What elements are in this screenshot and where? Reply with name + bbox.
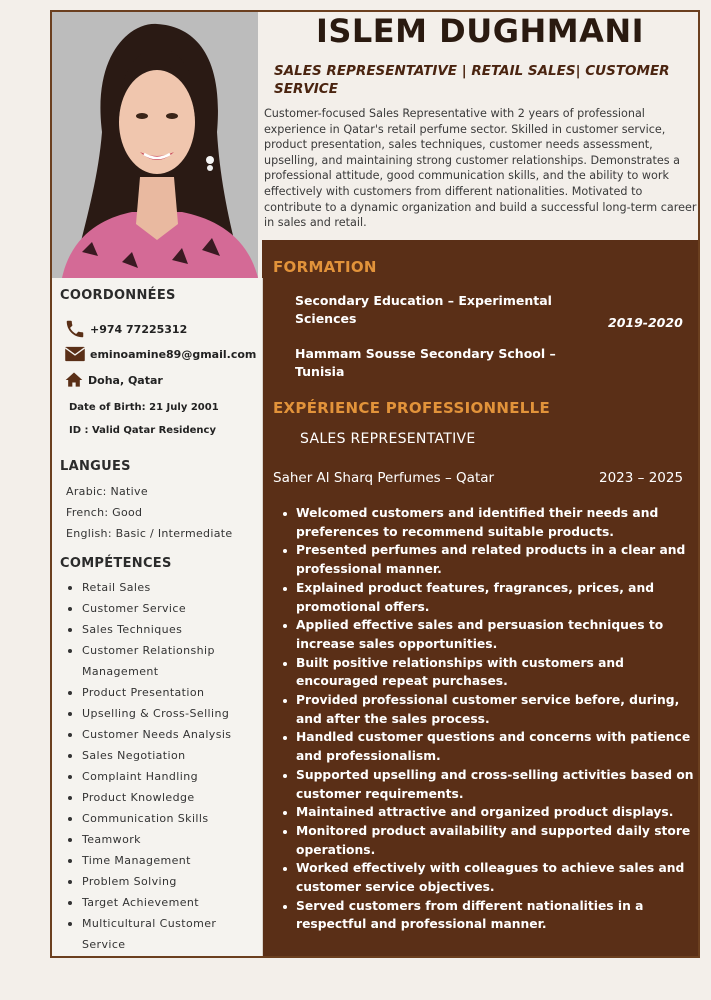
email-address: eminoamine89@gmail.com — [90, 347, 257, 361]
experience-bullet: Monitored product availability and supported daily store operations. — [282, 822, 696, 859]
experience-bullet: Handled customer questions and concerns with patience and professionalism. — [282, 728, 696, 765]
contact-location — [64, 370, 163, 390]
candidate-name: ISLEM DUGHMANI — [315, 12, 645, 50]
skill-item: Target Achievement — [60, 892, 260, 913]
language-item: English: Basic / Intermediate — [66, 527, 233, 540]
experience-bullet: Explained product features, fragrances, prices, and promotional offers. — [282, 579, 696, 616]
skill-item: Customer Service — [60, 598, 260, 619]
skill-item: Communication Skills — [60, 808, 260, 829]
contact-email — [64, 346, 256, 362]
phone-icon — [64, 318, 86, 340]
languages-heading: LANGUES — [60, 459, 131, 474]
formation-heading: FORMATION — [273, 258, 377, 276]
location-text: Doha, Qatar — [88, 373, 163, 387]
skill-item: Problem Solving — [60, 871, 260, 892]
experience-heading: EXPÉRIENCE PROFESSIONNELLE — [273, 399, 551, 417]
language-item: French: Good — [66, 506, 143, 519]
contact-phone — [64, 318, 187, 340]
experience-bullet: Presented perfumes and related products in a clear and professional manner. — [282, 541, 696, 578]
profile-summary: Customer-focused Sales Representative with 2 years of professional experience in Qatar's retail perfume sector. Skilled in customer service, product presentation, sales techniques, customer needs assessment, upselling, and maintaining strong customer relationships. Demonstrates a professional attitude, good communication skills, and the ability to work effectively with customers from different nationalities. Motivated to contribute to a dynamic organization and build a successful long-term career in sales and retail. — [264, 107, 697, 230]
skill-item: Complaint Handling — [60, 766, 260, 787]
skill-item: Time Management — [60, 850, 260, 871]
experience-bullet: Supported upselling and cross-selling activities based on customer requirements. — [282, 766, 696, 803]
skill-item: Customer Relationship Management — [60, 640, 260, 682]
job-title: SALES REPRESENTATIVE | RETAIL SALES| CUSTOMER SERVICE — [274, 63, 670, 97]
skill-item: Upselling & Cross-Selling — [60, 703, 260, 724]
formation-years: 2019-2020 — [608, 315, 683, 330]
skill-item: Sales Negotiation — [60, 745, 260, 766]
skill-item: Sales Techniques — [60, 619, 260, 640]
skills-heading: COMPÉTENCES — [60, 556, 172, 571]
phone-number: +974 77225312 — [90, 322, 188, 336]
skill-item: Product Knowledge — [60, 787, 260, 808]
skill-item: Multicultural Customer Service — [60, 913, 260, 955]
skill-item: Retail Sales — [60, 577, 260, 598]
experience-bullet: Worked effectively with colleagues to achieve sales and customer service objectives. — [282, 859, 696, 896]
experience-bullet: Maintained attractive and organized product displays. — [282, 803, 696, 822]
skill-item: Product Presentation — [60, 682, 260, 703]
experience-company: Saher Al Sharq Perfumes – Qatar — [273, 470, 495, 486]
experience-bullet: Built positive relationships with customers and encouraged repeat purchases. — [282, 654, 696, 691]
experience-bullet: Provided professional customer service before, during, and after the sales process. — [282, 691, 696, 728]
experience-role: SALES REPRESENTATIVE — [300, 431, 476, 447]
language-item: Arabic: Native — [66, 485, 148, 498]
residency-id: ID : Valid Qatar Residency — [69, 425, 216, 436]
skill-item: Customer Needs Analysis — [60, 724, 260, 745]
experience-bullet: Applied effective sales and persuasion techniques to increase sales opportunities. — [282, 616, 696, 653]
date-of-birth: Date of Birth: 21 July 2001 — [69, 402, 219, 413]
experience-bullet: Served customers from different nationalities in a respectful and professional manner. — [282, 897, 696, 934]
experience-bullet: Welcomed customers and identified their needs and preferences to recommend suitable products. — [282, 504, 696, 541]
skills-list — [60, 577, 260, 955]
experience-bullets — [282, 504, 696, 934]
skill-item: Teamwork — [60, 829, 260, 850]
contact-heading: COORDONNÉES — [60, 288, 176, 303]
degree-title: Secondary Education – Experimental Sciences — [295, 293, 552, 326]
envelope-icon — [64, 346, 86, 362]
home-icon — [64, 370, 84, 390]
experience-period: 2023 – 2025 — [599, 470, 684, 486]
school-name: Hammam Sousse Secondary School – Tunisia — [295, 346, 556, 379]
